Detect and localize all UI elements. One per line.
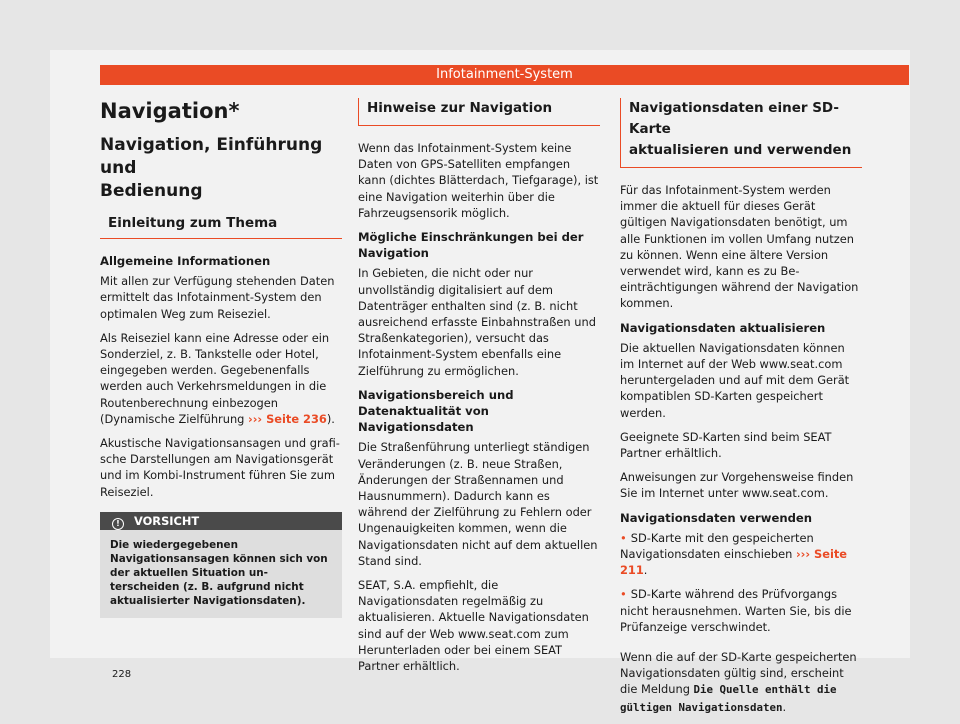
section-title-sd-card: Navigationsdaten einer SD-Karte aktualisieren und verwenden	[620, 98, 862, 168]
chapter-title-line2: Bedienung	[100, 181, 203, 201]
bullet-item-2: • SD-Karte während des Prüfvorgangs nicht herausnehmen. Warten Sie, bis die Prüfanzeige verschwindet.	[620, 587, 852, 634]
caution-box	[100, 512, 342, 618]
column-left	[100, 98, 342, 618]
sd-paragraph-1: Für das Infotainment-System werden immer die aktuell für dieses Gerät gültigen Navigationsdaten benötigt, um alle Funktionen im vollen Umfang nutzen zu können. Wenn eine ältere Version verwendet wird, kann es zu Beeinträchtigungen während der Navigation kommen.	[620, 183, 859, 311]
use-heading: Navigationsdaten verwenden	[620, 510, 813, 525]
sd-paragraph-5: Wenn die auf der SD-Karte gespeicherten Navigationsdaten gültig sind, erscheint die Meldung Die Quelle enthält die gültigen Navigationsdaten.	[620, 650, 857, 714]
caution-header	[100, 512, 342, 530]
display-message: Die Quelle enthält die gültigen Navigationsdaten	[620, 683, 837, 714]
section-title-intro: Einleitung zum Thema	[100, 213, 342, 239]
page-reference-link[interactable]: ››› Seite 211	[620, 547, 848, 578]
page-number: 228	[112, 669, 132, 680]
hints-paragraph-1: Wenn das Infotainment-System keine Daten von GPS-Satelliten empfangen kann (dichtes Blätterdach, Tiefgarage), ist eine Navigation weiterhin über die Fahrzeugsensorik möglich.	[358, 141, 599, 220]
sd-paragraph-2: Die aktuellen Navigationsdaten können im Internet auf der Web www.seat.com heruntergeladen und auf mit dem Gerät kompatiblen SD-Karten gespeichert werden.	[620, 340, 850, 420]
bullet-icon: •	[620, 587, 627, 602]
chapter-title-line1: Navigation, Einführung und	[100, 135, 323, 178]
chapter-header: Infotainment-System	[100, 65, 909, 85]
column-middle	[358, 98, 600, 682]
caution-text: Die wiedergegebenen Navigationsansagen können sich von der aktuellen Situation unterscheiden (z. B. aufgrund nicht aktualisierter Navigationsdaten).	[110, 538, 328, 607]
sd-paragraph-4: Anweisungen zur Vorgehensweise finden Sie im Internet unter www.seat.com.	[620, 470, 854, 501]
intro-paragraph-3: Akustische Navigationsansagen und grafische Darstellungen am Navigationsgerät und im Kombi-Instrument führen Sie zum Reiseziel.	[100, 436, 340, 499]
intro-paragraph-1: Mit allen zur Verfügung stehenden Daten ermittelt das Infotainment-System den optimalen Weg zum Reiseziel.	[100, 274, 335, 321]
limitations-heading: Mögliche Einschränkungen bei der Navigation	[358, 230, 584, 261]
bullet-icon: •	[620, 530, 627, 545]
bullet-item-1: • SD-Karte mit den gespeicherten Navigationsdaten einschieben ››› Seite 211.	[620, 530, 848, 578]
sd-paragraph-3: Geeignete SD-Karten sind beim SEAT Partner erhältlich.	[620, 429, 832, 461]
section-title-hints: Hinweise zur Navigation	[358, 98, 600, 126]
hints-paragraph-2: In Gebieten, die nicht oder nur unvollständig digitalisiert auf dem Datenträger enthalten sind (z. B. nicht ausreichend erfasste Einbahnstraßen und Straßenkategorien), versucht das Infotainment-System ebenfalls eine Zielführung zu ermöglichen.	[358, 266, 596, 378]
data-currency-heading: Navigationsbereich und Datenaktualität von Navigationsdaten	[358, 387, 514, 435]
page	[50, 50, 910, 714]
update-heading: Navigationsdaten aktualisieren	[620, 320, 826, 335]
hints-paragraph-4: SEAT, S.A. empfiehlt, die Navigationsdaten regelmäßig zu aktualisieren. Aktuelle Navigationsdaten sind auf der Web www.seat.com zum Herunterladen oder bei einem SEAT Partner erhältlich.	[358, 578, 589, 674]
chapter-title	[100, 134, 342, 203]
caution-label: VORSICHT	[134, 513, 200, 528]
intro-paragraph-2: Als Reiseziel kann eine Adresse oder ein Sonderziel, z. B. Tankstelle oder Hotel, eingegeben werden. Gegebenenfalls werden auch Verkehrsmeldungen in die Routenberechnung einbezogen (Dynamische Zielführung ››› Seite 236).	[100, 330, 335, 426]
page-title: Navigation*	[100, 99, 240, 123]
column-right	[620, 98, 862, 724]
warning-icon: !	[112, 518, 124, 530]
page-reference-link[interactable]: ››› Seite 236	[248, 411, 327, 426]
general-info-heading: Allgemeine Informationen	[100, 254, 271, 268]
hints-paragraph-3: Die Straßenführung unterliegt ständigen Veränderungen (z. B. neue Straßen, Änderungen der Straßennamen und Hausnummern). Dadurch kann es während der Zielführung zu Fehlern oder Ungenauigkeiten kommen, wenn die Navigationsdaten nicht auf dem aktuellen Stand sind.	[358, 440, 598, 568]
